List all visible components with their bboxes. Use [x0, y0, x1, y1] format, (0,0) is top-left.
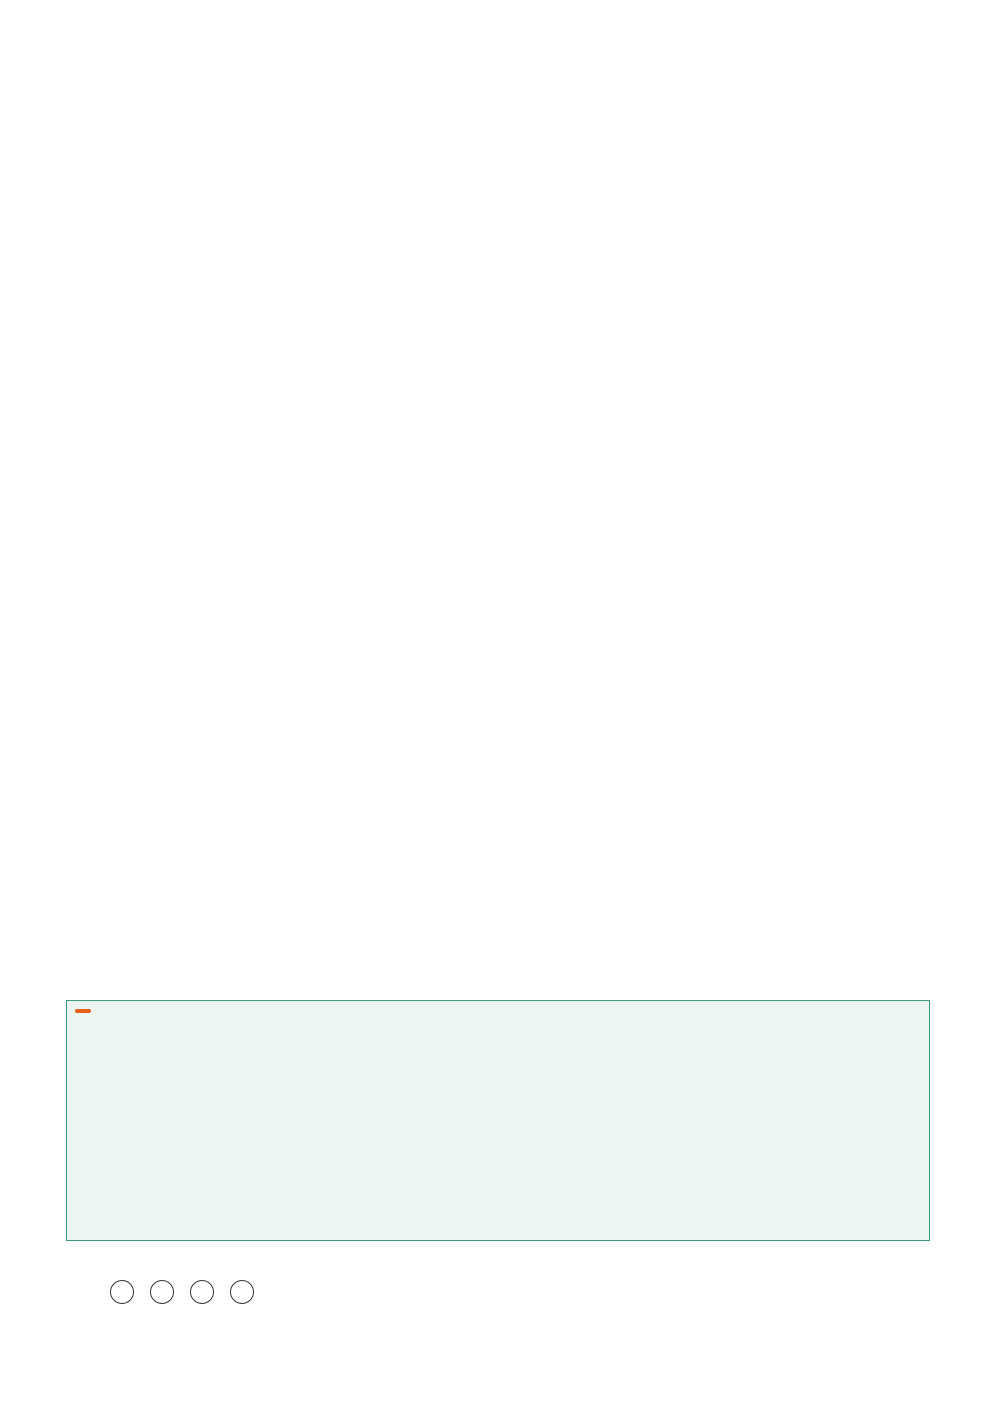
radio-circle-icon[interactable]: [230, 1280, 254, 1304]
translation-header: [75, 1009, 99, 1013]
translation-badge: [75, 1009, 91, 1013]
page-title: [0, 50, 991, 85]
rating-option-3[interactable]: [190, 1280, 220, 1304]
radio-circle-icon[interactable]: [110, 1280, 134, 1304]
rating-option-2[interactable]: [150, 1280, 180, 1304]
parent-rating: [100, 1280, 260, 1304]
radio-circle-icon[interactable]: [190, 1280, 214, 1304]
rating-option-4[interactable]: [230, 1280, 260, 1304]
radio-circle-icon[interactable]: [150, 1280, 174, 1304]
translation-box: [66, 1000, 930, 1241]
practice-sheet: [66, 123, 930, 135]
rating-option-1[interactable]: [110, 1280, 140, 1304]
